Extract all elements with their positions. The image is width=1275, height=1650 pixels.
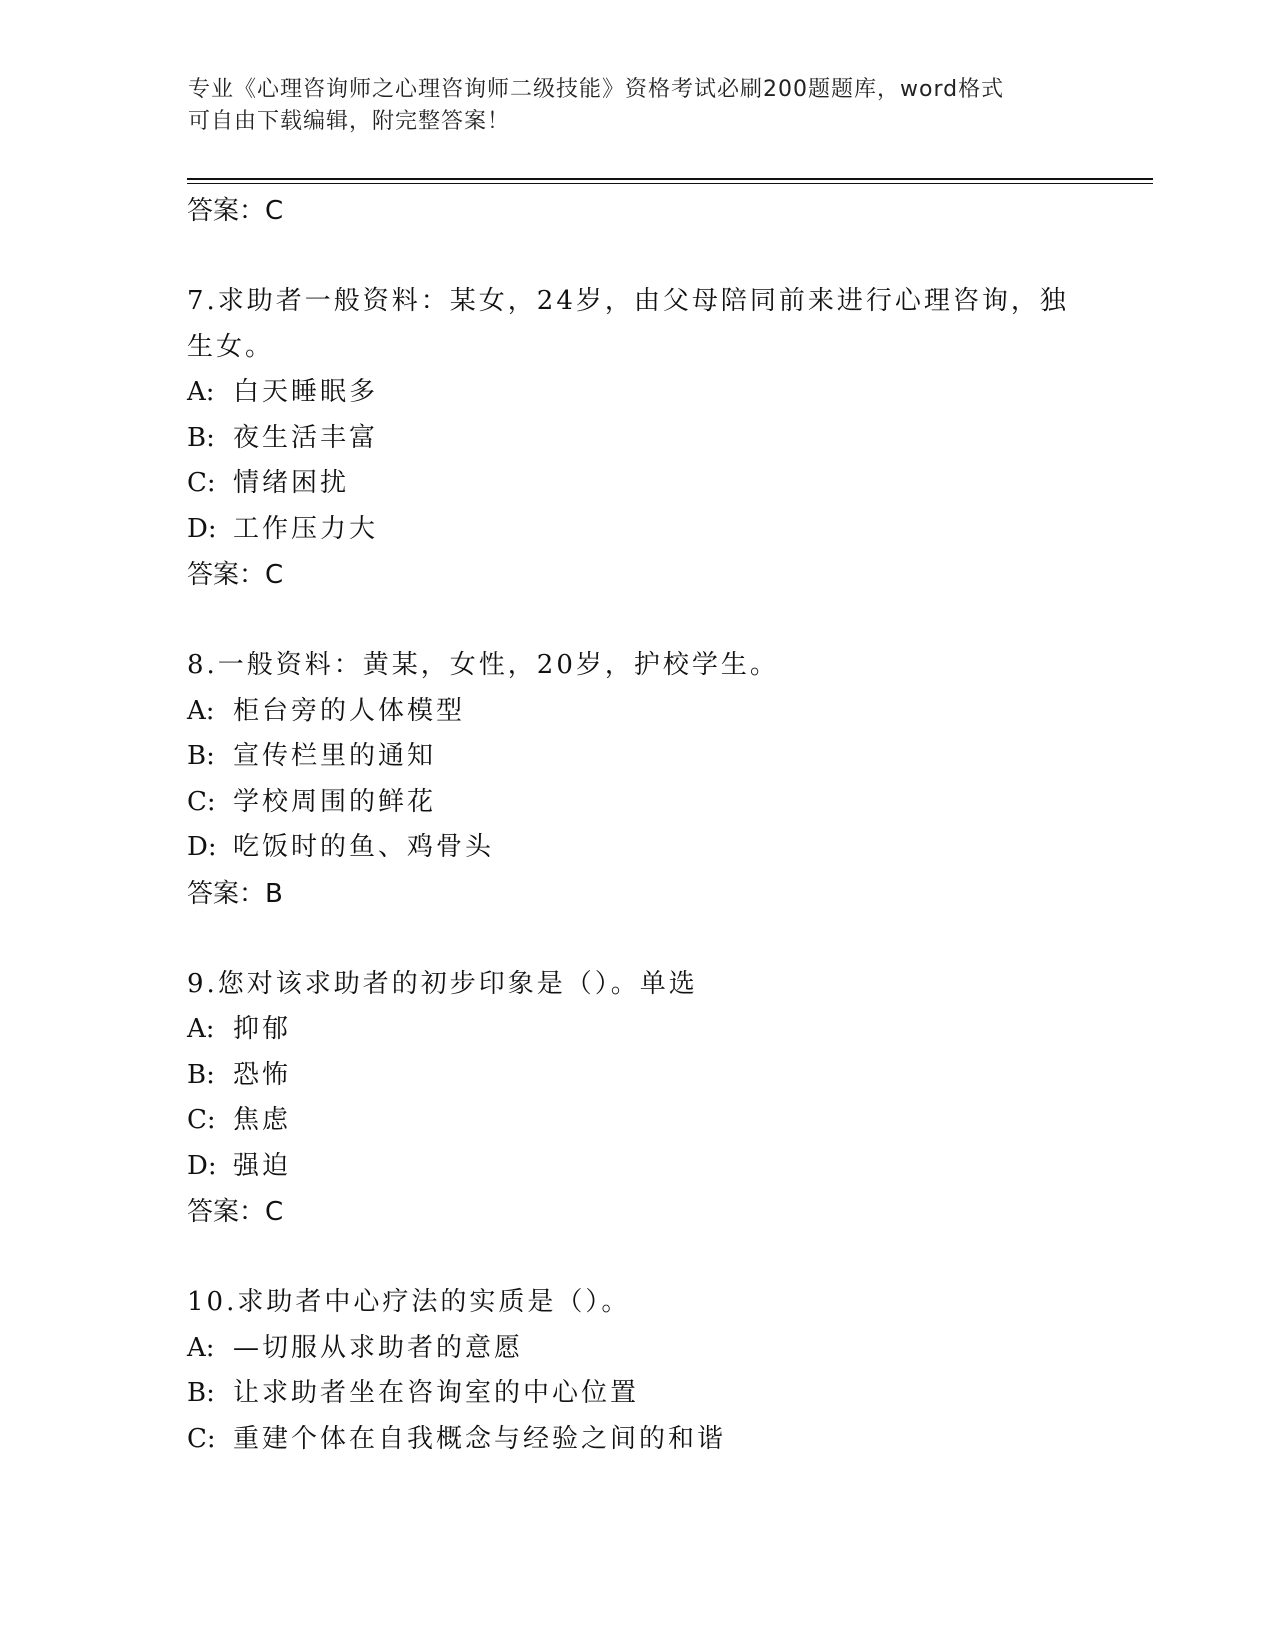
- option-a: [187, 1007, 1087, 1053]
- option-c: [187, 1417, 1087, 1463]
- option-letter: D:: [187, 513, 217, 544]
- option-d: [187, 825, 1087, 871]
- option-letter: B:: [187, 1378, 215, 1408]
- option-text: 工作压力大: [233, 513, 379, 544]
- header-rule-thin: [187, 183, 1153, 184]
- option-a: [187, 689, 1087, 735]
- option-b: [187, 734, 1087, 780]
- option-letter: B:: [187, 741, 215, 771]
- option-c: [187, 1098, 1087, 1144]
- option-text: 抑郁: [233, 1014, 292, 1044]
- question-block: [187, 643, 1087, 917]
- document-header: [188, 74, 1088, 138]
- option-text: 重建个体在自我概念与经验之间的和谐: [233, 1423, 727, 1454]
- option-letter: D:: [187, 832, 217, 862]
- option-d: [187, 507, 1087, 553]
- question-text: 9.您对该求助者的初步印象是（）。单选: [187, 968, 698, 999]
- option-letter: C:: [187, 468, 216, 498]
- answer-line: 答案：C: [187, 1197, 284, 1227]
- option-letter: A:: [187, 377, 215, 407]
- header-line-1: 专业《心理咨询师之心理咨询师二级技能》资格考试必刷200题题库，word格式: [188, 77, 1005, 102]
- option-text: 吃饭时的鱼、鸡骨头: [233, 832, 495, 862]
- option-a: [187, 1326, 1087, 1372]
- option-c: [187, 461, 1087, 507]
- option-c: [187, 780, 1087, 826]
- option-text: 夜生活丰富: [233, 422, 379, 453]
- question-block: [187, 962, 1087, 1236]
- option-letter: C:: [187, 1105, 216, 1135]
- answer-line: 答案：C: [187, 560, 284, 590]
- option-text: —切服从求助者的意愿: [233, 1332, 524, 1363]
- option-letter: C:: [187, 1423, 216, 1454]
- option-b: [187, 416, 1087, 462]
- option-b: [187, 1053, 1087, 1099]
- question-list: [187, 188, 1087, 1462]
- answer-line: 答案：C: [187, 196, 284, 226]
- question-text: 8.一般资料：黄某，女性，20岁，护校学生。: [187, 650, 779, 680]
- option-letter: A:: [187, 695, 215, 726]
- option-d: [187, 1144, 1087, 1190]
- option-text: 焦虑: [233, 1105, 292, 1135]
- question-text: 10.求助者中心疗法的实质是（）。: [187, 1287, 631, 1317]
- header-rule-thick: [187, 178, 1153, 180]
- option-letter: A:: [187, 1014, 215, 1044]
- option-text: 恐怖: [233, 1059, 292, 1090]
- option-text: 宣传栏里的通知: [233, 741, 437, 771]
- option-b: [187, 1371, 1087, 1417]
- option-text: 让求助者坐在咨询室的中心位置: [233, 1378, 640, 1408]
- option-letter: D:: [187, 1150, 217, 1181]
- option-letter: C:: [187, 786, 216, 817]
- option-a: [187, 370, 1087, 416]
- option-text: 强迫: [233, 1150, 292, 1181]
- option-letter: B:: [187, 1059, 215, 1090]
- option-text: 白天睡眠多: [233, 377, 379, 407]
- option-letter: B:: [187, 422, 215, 453]
- option-text: 情绪困扰: [233, 468, 350, 498]
- option-text: 学校周围的鲜花: [233, 786, 437, 817]
- option-text: 柜台旁的人体模型: [233, 695, 466, 726]
- question-text: 7.求助者一般资料：某女，24岁，由父母陪同前来进行心理咨询，独生女。: [187, 286, 1069, 362]
- answer-line: 答案：B: [187, 878, 283, 909]
- header-line-2: 可自由下载编辑，附完整答案！: [188, 109, 511, 134]
- option-letter: A:: [187, 1332, 215, 1363]
- question-block: [187, 1280, 1087, 1462]
- question-block: [187, 279, 1087, 598]
